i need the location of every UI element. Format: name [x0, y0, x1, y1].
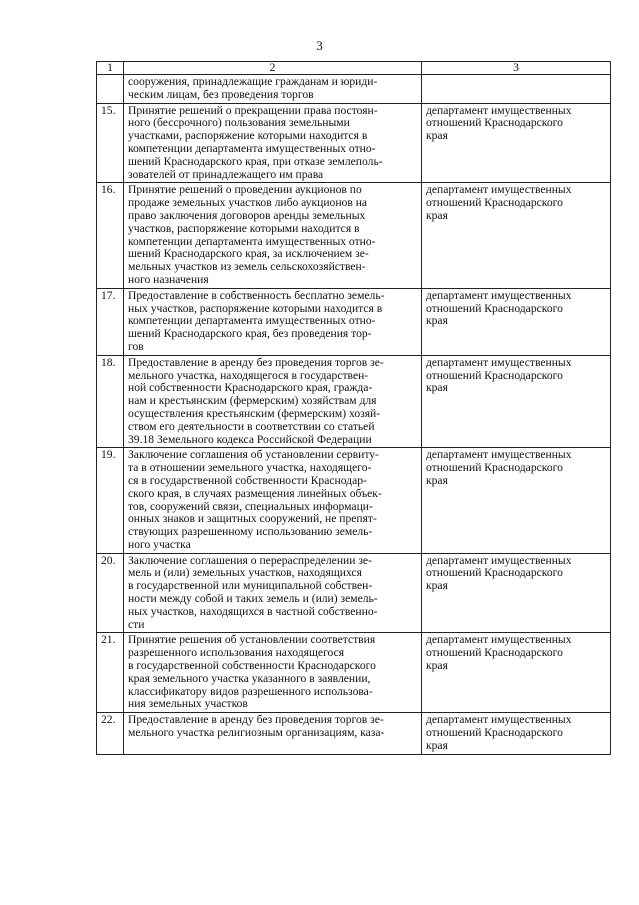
- department-line: департамент имущественных: [426, 713, 572, 727]
- description-line: Предоставление в аренду без проведения торгов зе-: [128, 355, 384, 369]
- description-line: Предоставление в аренду без проведения торгов зе-: [128, 713, 384, 727]
- responsible-department: [422, 103, 611, 183]
- department-line: отношений Краснодарского: [426, 196, 563, 210]
- responsible-department: [422, 633, 611, 713]
- department-line: департамент имущественных: [426, 103, 572, 117]
- department-line: департамент имущественных: [426, 355, 572, 369]
- department-line: отношений Краснодарского: [426, 566, 563, 580]
- table-row: [97, 713, 611, 754]
- responsible-department: [422, 448, 611, 553]
- department-line: края: [426, 738, 448, 752]
- row-number: 19.: [97, 448, 124, 553]
- description-line: ной собственности Краснодарского края, гражда-: [128, 381, 373, 395]
- row-number: [97, 75, 124, 104]
- description-line: мельного участка, находящегося в государствен-: [128, 368, 369, 382]
- description-line: нам и крестьянским (фермерским) хозяйствам для: [128, 394, 377, 408]
- description-line: ся в государственной собственности Краснодар-: [128, 473, 367, 487]
- service-description: [124, 553, 422, 633]
- description-line: зователей от принадлежащего им права: [128, 167, 324, 181]
- department-line: отношений Краснодарского: [426, 116, 563, 130]
- description-line: ных участков, находящихся в частной собственно-: [128, 604, 378, 618]
- service-description: [124, 103, 422, 183]
- description-line: шений Краснодарского края, при отказе землеполь-: [128, 154, 383, 168]
- description-line: участками, распоряжение которыми находится в: [128, 129, 368, 143]
- responsible-department: [422, 553, 611, 633]
- description-line: мельных участков из земель сельскохозяйствен-: [128, 260, 366, 274]
- department-line: отношений Краснодарского: [426, 461, 563, 475]
- service-description: [124, 75, 422, 104]
- responsible-department: [422, 75, 611, 104]
- department-line: департамент имущественных: [426, 448, 572, 462]
- description-line: осуществления крестьянским (фермерским) хозяй-: [128, 406, 381, 420]
- responsible-department: [422, 355, 611, 448]
- description-line: 39.18 Земельного кодекса Российской Федерации: [128, 432, 372, 446]
- description-line: разрешенного использования находящегося: [128, 646, 345, 660]
- column-header-2: 2: [124, 62, 422, 75]
- description-line: ского края, в случаях размещения линейных объек-: [128, 486, 382, 500]
- table-header-row: [97, 62, 611, 75]
- description-line: Предоставление в собственность бесплатно земель-: [128, 288, 385, 302]
- department-line: департамент имущественных: [426, 183, 572, 197]
- service-description: [124, 713, 422, 754]
- description-line: в государственной или муниципальной собствен-: [128, 579, 373, 593]
- row-number: 20.: [97, 553, 124, 633]
- description-line: классификатору видов разрешенного использова-: [128, 684, 373, 698]
- description-line: ного назначения: [128, 272, 209, 286]
- service-description: [124, 448, 422, 553]
- table-row: [97, 103, 611, 183]
- department-line: края: [426, 208, 448, 222]
- column-header-3: 3: [422, 62, 611, 75]
- row-number: 15.: [97, 103, 124, 183]
- page-number: 3: [316, 38, 323, 53]
- service-description: [124, 183, 422, 288]
- description-line: ния земельных участков: [128, 697, 248, 711]
- description-line: Принятие решений о прекращении права постоян-: [128, 103, 378, 117]
- description-line: ством его деятельности в соответствии со статьей: [128, 419, 375, 433]
- description-line: Заключение соглашения об установлении сервиту-: [128, 448, 379, 462]
- description-line: участков, распоряжение которыми находится в: [128, 221, 360, 235]
- department-line: отношений Краснодарского: [426, 646, 563, 660]
- responsible-department: [422, 183, 611, 288]
- department-line: департамент имущественных: [426, 553, 572, 567]
- department-line: отношений Краснодарского: [426, 368, 563, 382]
- description-line: ного участка: [128, 537, 191, 551]
- department-line: края: [426, 473, 448, 487]
- row-number: 21.: [97, 633, 124, 713]
- row-number: 22.: [97, 713, 124, 754]
- description-line: онных знаков и защитных сооружений, не препят-: [128, 512, 377, 526]
- services-table: [96, 61, 611, 755]
- department-line: края: [426, 381, 448, 395]
- service-description: [124, 355, 422, 448]
- description-line: компетенции департамента имущественных отно-: [128, 141, 376, 155]
- description-line: Принятие решения об установлении соответствия: [128, 633, 376, 647]
- description-line: ного (бессрочного) пользования земельными: [128, 116, 350, 130]
- row-number: 17.: [97, 288, 124, 355]
- description-line: сти: [128, 617, 145, 631]
- description-line: компетенции департамента имущественных отно-: [128, 234, 376, 248]
- table-row: [97, 355, 611, 448]
- row-number: 16.: [97, 183, 124, 288]
- description-line: мельного участка религиозным организациям, каза-: [128, 726, 385, 740]
- department-line: края: [426, 579, 448, 593]
- department-line: отношений Краснодарского: [426, 726, 563, 740]
- description-line: Заключение соглашения о перераспределении зе-: [128, 553, 372, 567]
- department-line: отношений Краснодарского: [426, 301, 563, 315]
- department-line: края: [426, 129, 448, 143]
- description-line: тов, сооружений связи, специальных информаци-: [128, 499, 373, 513]
- description-line: в государственной собственности Краснодарского: [128, 659, 376, 673]
- description-line: ствующих разрешенному использованию земель-: [128, 525, 373, 539]
- department-line: края: [426, 659, 448, 673]
- table-row: [97, 553, 611, 633]
- description-line: шений Краснодарского края, за исключением зе-: [128, 247, 369, 261]
- service-description: [124, 288, 422, 355]
- description-line: гов: [128, 339, 144, 353]
- description-line: ных участков, распоряжение которыми находится в: [128, 301, 383, 315]
- department-line: департамент имущественных: [426, 288, 572, 302]
- description-line: Принятие решений о проведении аукционов по: [128, 183, 362, 197]
- row-number: 18.: [97, 355, 124, 448]
- description-line: шений Краснодарского края, без проведения тор-: [128, 327, 372, 341]
- department-line: края: [426, 314, 448, 328]
- description-line: продаже земельных участков либо аукционов на: [128, 196, 368, 210]
- table-row: [97, 75, 611, 104]
- responsible-department: [422, 288, 611, 355]
- table-row: [97, 448, 611, 553]
- description-line: та в отношении земельного участка, находящего-: [128, 461, 372, 475]
- service-description: [124, 633, 422, 713]
- column-header-1: 1: [97, 62, 124, 75]
- table-row: [97, 183, 611, 288]
- description-line: края земельного участка указанного в заявлении,: [128, 671, 371, 685]
- description-line: право заключения договоров аренды земельных: [128, 208, 366, 222]
- description-line: ности между собой и таких земель и (или) земель-: [128, 592, 378, 606]
- description-line: сооружения, принадлежащие гражданам и юриди-: [128, 75, 378, 88]
- description-line: мель и (или) земельных участков, находящихся: [128, 566, 362, 580]
- description-line: компетенции департамента имущественных отно-: [128, 314, 376, 328]
- table-row: [97, 633, 611, 713]
- table-row: [97, 288, 611, 355]
- responsible-department: [422, 713, 611, 754]
- department-line: департамент имущественных: [426, 633, 572, 647]
- description-line: ческим лицам, без проведения торгов: [128, 87, 314, 101]
